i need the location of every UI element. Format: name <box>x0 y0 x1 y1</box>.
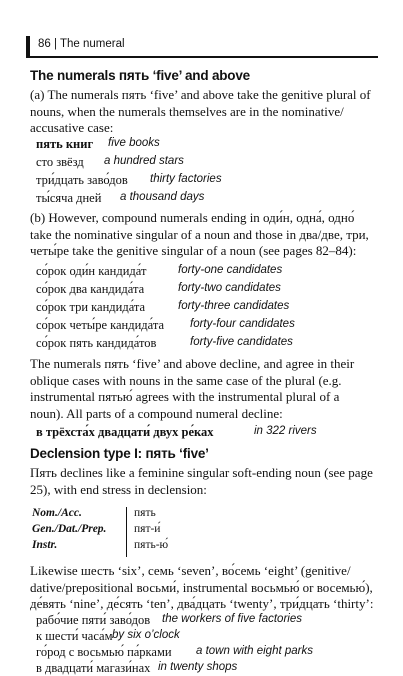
example-row <box>36 155 84 170</box>
example-en: forty-two candidates <box>178 282 281 294</box>
paragraph-a: (a) The numerals пять ‘five’ and above take the genitive plural of nouns, when the numerals themselves are in the nominative/ accusative case: <box>30 87 371 135</box>
example-row <box>36 137 93 152</box>
example-en: a hundred stars <box>104 155 184 167</box>
example-en: forty-one candidates <box>178 264 283 276</box>
table-divider <box>126 507 127 557</box>
example-c-en: in 322 rivers <box>254 425 317 437</box>
example-en: in twenty shops <box>158 661 238 673</box>
case-form: пять-ю́ <box>134 539 169 551</box>
example-row <box>36 191 101 206</box>
example-ru: в двадцати́ магази́нах <box>36 661 151 675</box>
section-heading-numerals: The numerals пять ‘five’ and above <box>30 68 250 83</box>
header-rule <box>26 56 378 58</box>
paragraph-c: The numerals пять ‘five’ and above decline, and agree in their oblique cases with nouns in the same case of the plural (e.g. instrumental пятью́ agrees with the instrumental plural of a noun). All parts of a compound numeral decline: <box>30 356 355 421</box>
example-ru: три́дцать заво́дов <box>36 173 128 187</box>
paragraph-b: (b) However, compound numerals ending in оди́н, одна́, одно́ take the nominative singular of a noun and those in два/две, три, четы́ре take the genitive singular of a noun (see pages 82–84): <box>30 210 369 258</box>
example-ru: со́рок оди́н кандида́т <box>36 264 147 278</box>
example-en: five books <box>108 137 160 149</box>
header-bar <box>26 36 30 56</box>
paragraph-declension: Пять declines like a feminine singular soft-ending noun (see page 25), with end stress in declension: <box>30 465 373 497</box>
page-header <box>26 34 378 52</box>
example-ru: к шести́ часа́м <box>36 629 113 643</box>
example-c-ru: в трёхста́х двадцати́ двух ре́ках <box>36 425 214 439</box>
case-label: Instr. <box>32 539 58 551</box>
example-en: by six o’clock <box>112 629 180 641</box>
example-row <box>36 173 128 188</box>
example-en: forty-three candidates <box>178 300 290 312</box>
declension-table <box>30 505 230 557</box>
page-number: 86 <box>38 38 51 50</box>
example-ru: со́рок четы́ре кандида́та <box>36 318 165 332</box>
example-ru: рабо́чие пяти́ заво́дов <box>36 613 151 627</box>
case-label: Gen./Dat./Prep. <box>32 523 107 535</box>
example-en: forty-four candidates <box>190 318 295 330</box>
example-ru: сто звёзд <box>36 155 84 169</box>
case-label: Nom./Acc. <box>32 507 82 519</box>
example-en: thirty factories <box>150 173 222 185</box>
header-text <box>38 38 125 50</box>
example-ru: ты́сяча дней <box>36 191 102 205</box>
example-ru: пять книг <box>36 137 94 151</box>
example-ru: со́рок три кандида́та <box>36 300 146 314</box>
example-en: forty-five candidates <box>190 336 293 348</box>
example-en: a thousand days <box>120 191 205 203</box>
case-form: пять <box>134 507 156 519</box>
example-en: a town with eight parks <box>196 645 313 657</box>
header-separator: | <box>54 38 57 50</box>
case-form: пят-и́ <box>134 523 161 535</box>
chapter-title: The numeral <box>60 38 125 50</box>
example-en: the workers of five factories <box>162 613 302 625</box>
section-heading-declension: Declension type I: пять ‘five’ <box>30 446 209 461</box>
example-ru: го́род с восьмью́ па́рками <box>36 645 172 659</box>
paragraph-likewise: Likewise шесть ‘six’, семь ‘seven’, во́семь ‘eight’ (genitive/ dative/prepositional восьми́, instrumental восьмью́ or восемью́), де́вять ‘nine’, де́сять ‘ten’, два́дцать ‘twenty’, три́дцать ‘thirty’: <box>30 563 374 611</box>
example-ru: со́рок пять кандида́тов <box>36 336 157 350</box>
example-ru: со́рок два кандида́та <box>36 282 145 296</box>
